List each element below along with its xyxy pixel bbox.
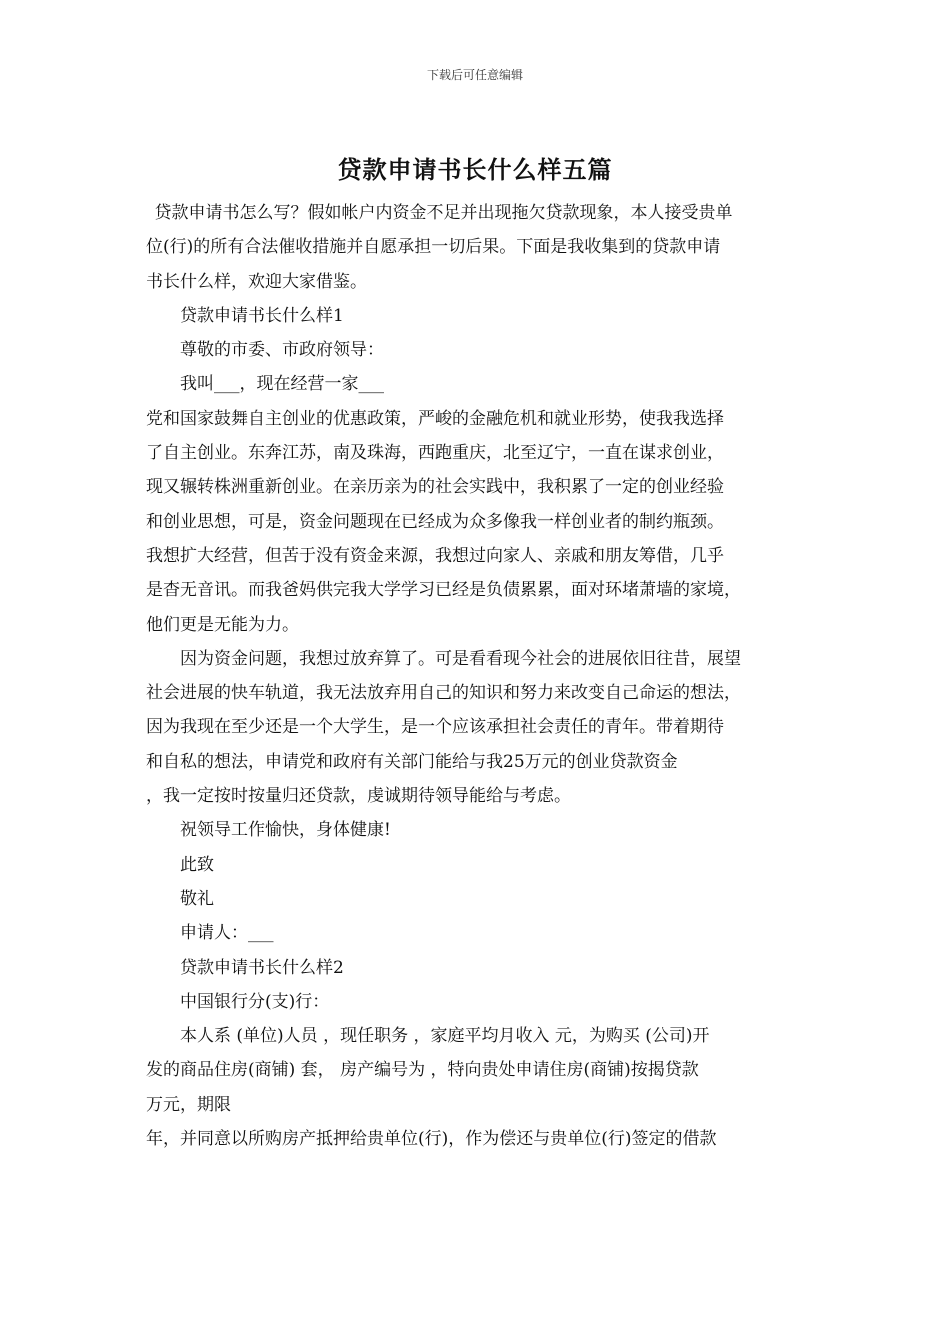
text-line: 发的商品住房(商铺) 套， 房产编号为 ，特向贵处申请住房(商铺)按揭贷款 [146,1060,699,1081]
intro-paragraph [146,196,826,299]
text-line: 是杳无音讯。而我爸妈供完我大学学习已经是负债累累，面对环堵萧墙的家境， [146,580,741,601]
text-line: 贷款申请书怎么写？假如帐户内资金不足并出现拖欠贷款现象，本人接受贵单 [154,203,733,223]
closing-line-2: 敬礼 [180,888,214,909]
section-heading-2: 贷款申请书长什么样2 [180,957,344,978]
closing-line-1: 此致 [180,854,214,875]
text-line: 年，并同意以所购房产抵押给贵单位(行)，作为偿还与贵单位(行)签定的借款 [146,1129,717,1150]
document-body [146,196,826,1156]
salutation-2: 中国银行分(支)行： [180,991,330,1012]
page-header-note: 下载后可任意编辑 [426,68,523,82]
applicant-line: 申请人：___ [180,923,274,944]
text-line: 他们更是无能为力。 [146,614,299,635]
document-title: 贷款申请书长什么样五篇 [337,155,613,184]
text-line: 因为我现在至少还是一个大学生，是一个应该承担社会责任的青年。带着期待 [146,717,724,738]
text-line: 位(行)的所有合法催收措施并自愿承担一切后果。下面是我收集到的贷款申请 [146,237,721,258]
text-line: 因为资金问题，我想过放弃算了。可是看看现今社会的进展依旧往昔，展望 [180,648,741,669]
text-line: 现又辗转株洲重新创业。在亲历亲为的社会实践中，我积累了一定的创业经验 [146,477,724,498]
text-line: 了自主创业。东奔江苏，南及珠海，西跑重庆，北至辽宁，一直在谋求创业， [146,443,724,464]
text-line: 党和国家鼓舞自主创业的优惠政策，严峻的金融危机和就业形势，使我我选择 [146,408,724,429]
section1-paragraph-1 [146,402,826,642]
text-line: 本人系 (单位)人员 ，现任职务 ，家庭平均月收入 元，为购买 (公司)开 [180,1026,710,1047]
text-line: 和创业思想，可是，资金问题现在已经成为众多像我一样创业者的制约瓶颈。 [146,511,724,532]
text-line: 社会进展的快车轨道，我无法放弃用自己的知识和努力来改变自己命运的想法， [146,683,741,704]
text-line: 和自私的想法，申请党和政府有关部门能给与我25万元的创业贷款资金 [146,751,678,772]
text-line: ，我一定按时按量归还贷款，虔诚期待领导能给与考虑。 [146,786,571,807]
section1-paragraph-2 [146,642,826,813]
section2-paragraph-1 [146,1019,826,1156]
text-line: 万元，期限 [146,1094,231,1115]
text-line: 我想扩大经营，但苦于没有资金来源，我想过向家人、亲戚和朋友筹借，几乎 [146,545,724,566]
section-heading-1: 贷款申请书长什么样1 [180,305,344,326]
opening-line: 我叫___，现在经营一家___ [180,374,384,395]
wish-line: 祝领导工作愉快，身体健康! [180,820,391,841]
text-line: 书长什么样，欢迎大家借鉴。 [146,271,367,292]
salutation-1: 尊敬的市委、市政府领导： [180,340,384,361]
